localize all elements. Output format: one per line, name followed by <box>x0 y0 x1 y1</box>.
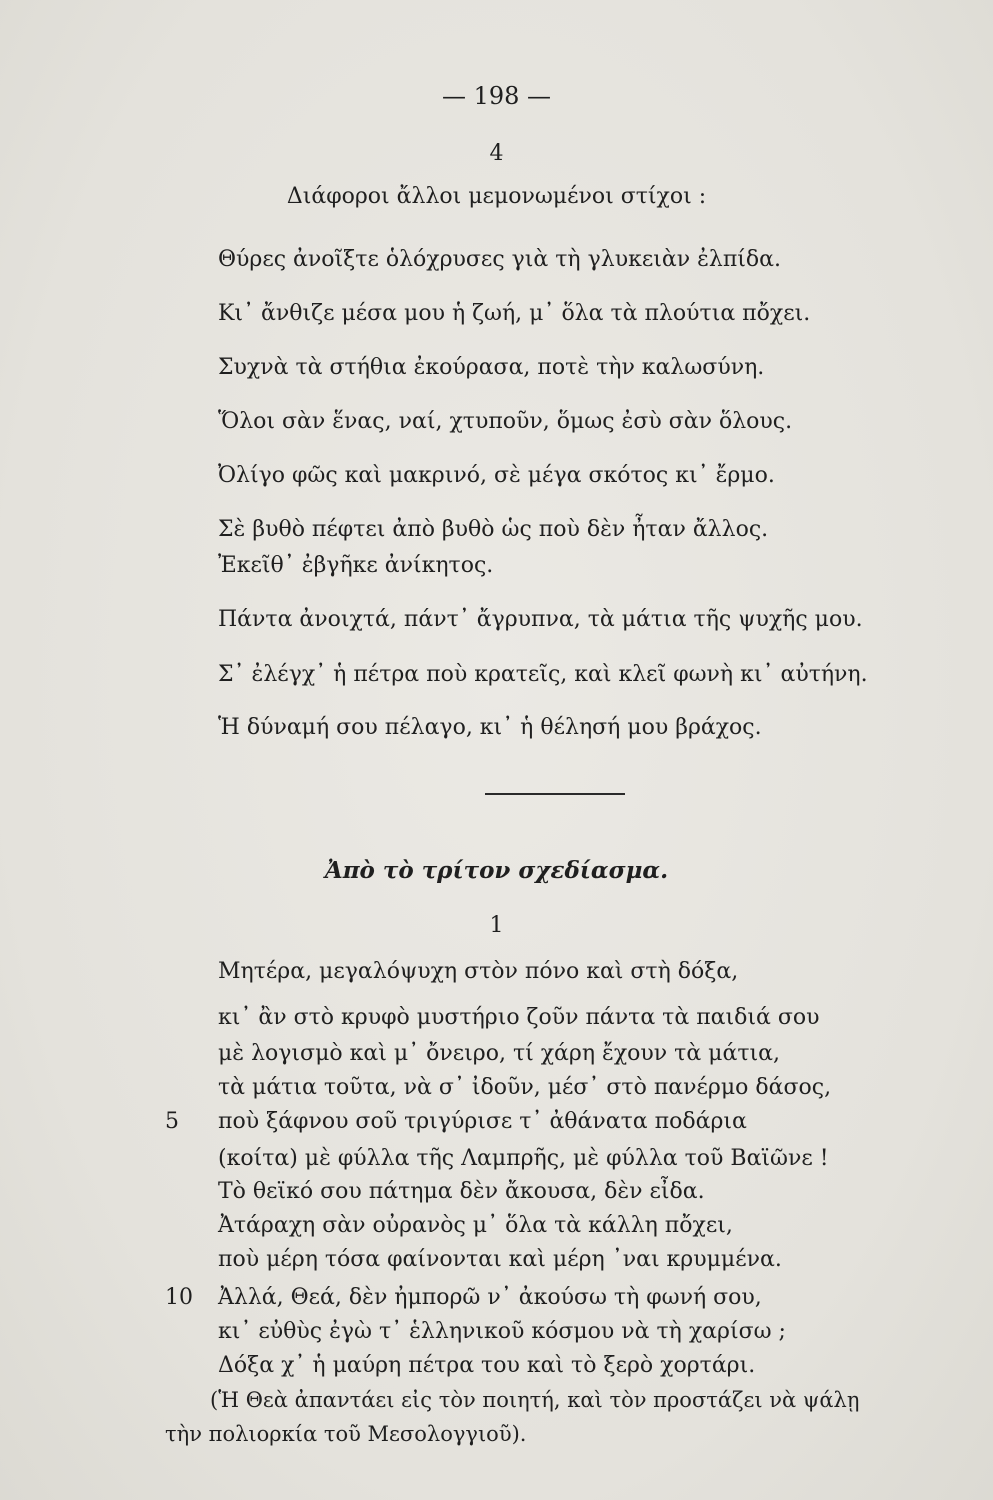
line-number: 10 <box>165 1285 193 1310</box>
verse-line: Ὀλίγο φῶς καὶ μακρινό, σὲ μέγα σκότος κι᾿ ἔρμο. <box>218 463 775 488</box>
verse-line: Ἀλλά, Θεά, δὲν ἠμπορῶ ν᾿ ἀκούσω τὴ φωνή σου, <box>218 1285 762 1310</box>
verse-line: Σ᾿ ἐλέγχ᾿ ἡ πέτρα ποὺ κρατεῖς, καὶ κλεῖ φωνὴ κι᾿ αὐτήνη. <box>218 662 868 687</box>
section-heading: Διάφοροι ἄλλοι μεμονωμένοι στίχοι : <box>286 184 707 209</box>
section-number: 1 <box>489 913 504 938</box>
section-divider <box>485 793 625 795</box>
verse-line: Ἀτάραχη σὰν οὐρανὸς μ᾿ ὅλα τὰ κάλλη πὄχει, <box>218 1213 733 1238</box>
section-number: 4 <box>489 141 504 166</box>
page-number: — 198 — <box>441 82 552 110</box>
verse-line: Μητέρα, μεγαλόψυχη στὸν πόνο καὶ στὴ δόξα, <box>218 959 739 984</box>
verse-line: Τὸ θεϊκό σου πάτημα δὲν ἄκουσα, δὲν εἶδα. <box>218 1179 705 1204</box>
verse-line: Δόξα χ᾿ ἡ μαύρη πέτρα του καὶ τὸ ξερὸ χορτάρι. <box>218 1353 756 1378</box>
section-heading: Ἀπὸ τὸ τρίτον σχεδίασμα. <box>324 857 669 884</box>
verse-line: Ἐκεῖθ᾿ ἐβγῆκε ἀνίκητος. <box>218 553 494 578</box>
verse-line: Κι᾿ ἄνθιζε μέσα μου ἡ ζωή, μ᾿ ὅλα τὰ πλούτια πὄχει. <box>218 301 811 326</box>
verse-line: Ἡ δύναμή σου πέλαγο, κι᾿ ἡ θέλησή μου βράχος. <box>218 715 762 740</box>
verse-line: ποὺ μέρη τόσα φαίνονται καὶ μέρη ᾿ναι κρυμμένα. <box>218 1247 782 1272</box>
verse-line: Σὲ βυθὸ πέφτει ἀπὸ βυθὸ ὡς ποὺ δὲν ἦταν ἄλλος. <box>218 517 769 542</box>
verse-line: ποὺ ξάφνου σοῦ τριγύρισε τ᾿ ἀθάνατα ποδάρια <box>218 1109 747 1134</box>
verse-line: (κοίτα) μὲ φύλλα τῆς Λαμπρῆς, μὲ φύλλα τοῦ Βαϊῶνε ! <box>218 1146 829 1171</box>
verse-line: μὲ λογισμὸ καὶ μ᾿ ὄνειρο, τί χάρη ἔχουν τὰ μάτια, <box>218 1041 780 1066</box>
verse-line: Θύρες ἀνοῖξτε ὁλόχρυσες γιὰ τὴ γλυκειὰν ἐλπίδα. <box>218 247 781 272</box>
verse-line: Συχνὰ τὰ στήθια ἐκούρασα, ποτὲ τὴν καλωσύνη. <box>218 355 765 380</box>
verse-line: Ὅλοι σὰν ἕνας, ναί, χτυποῦν, ὅμως ἐσὺ σὰν ὅλους. <box>218 409 793 434</box>
verse-line: κι᾿ εὐθὺς ἐγὼ τ᾿ ἑλληνικοῦ κόσμου νὰ τὴ χαρίσω ; <box>218 1319 786 1344</box>
line-number: 5 <box>165 1109 179 1134</box>
stage-note-line: τὴν πολιορκία τοῦ Μεσολογγιοῦ). <box>165 1422 527 1446</box>
verse-line: κι᾿ ἂν στὸ κρυφὸ μυστήριο ζοῦν πάντα τὰ παιδιά σου <box>218 1005 820 1030</box>
verse-line: τὰ μάτια τοῦτα, νὰ σ᾿ ἰδοῦν, μέσ᾿ στὸ πανέρμο δάσος, <box>218 1075 832 1100</box>
verse-line: Πάντα ἀνοιχτά, πάντ᾿ ἄγρυπνα, τὰ μάτια τῆς ψυχῆς μου. <box>218 607 863 632</box>
stage-note-line: (Ἡ Θεὰ ἀπαντάει εἰς τὸν ποιητή, καὶ τὸν προστάζει νὰ ψάλῃ <box>210 1388 860 1412</box>
